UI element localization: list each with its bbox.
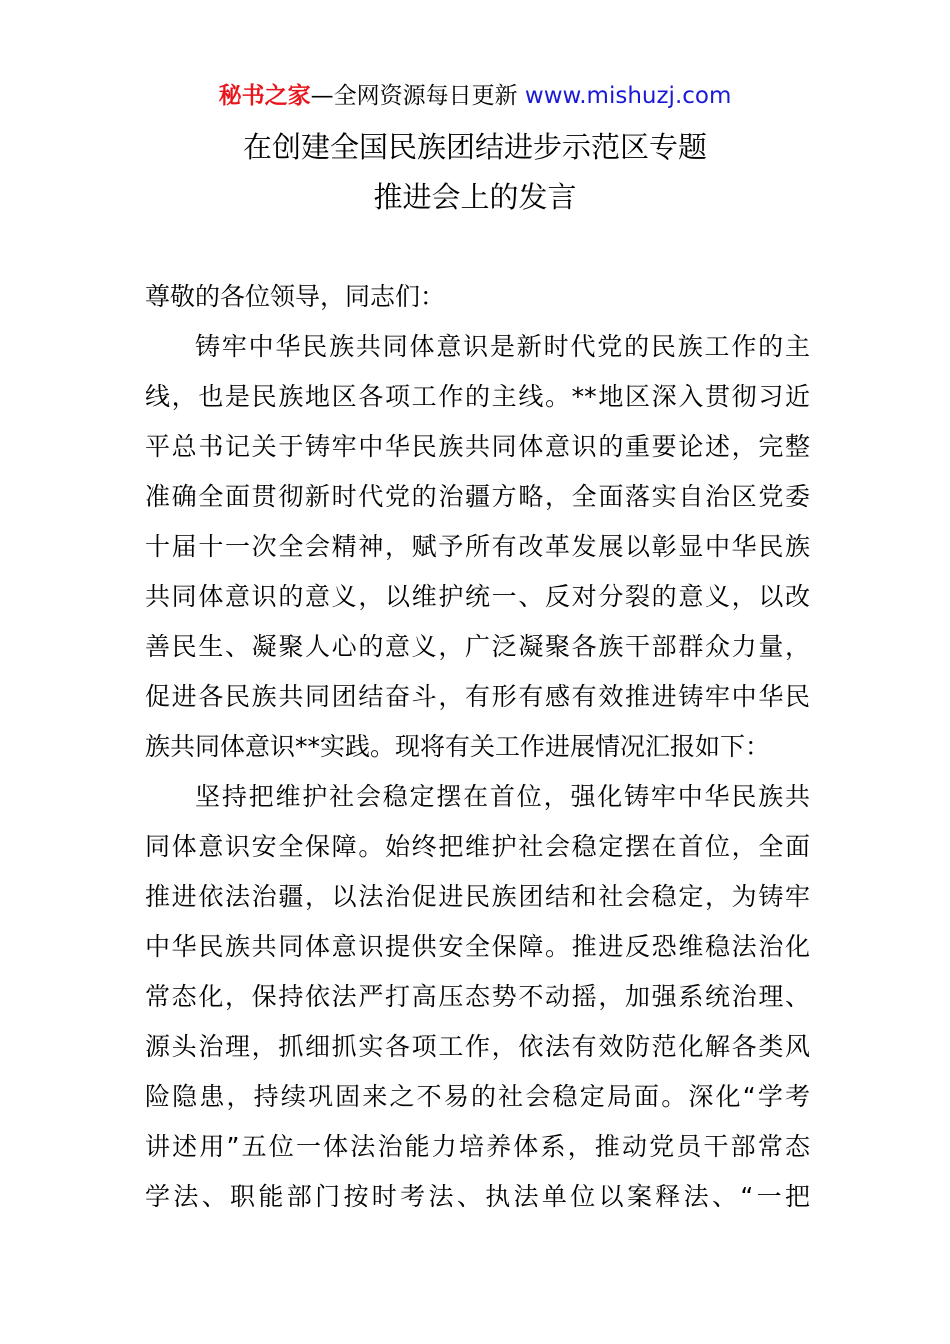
brand-name: 秘书之家 (218, 83, 311, 109)
paragraph-line: 准确全面贯彻新时代党的治疆方略，全面落实自治区党委 (145, 482, 810, 511)
paragraph-line: 族共同体意识**实践。现将有关工作进展情况汇报如下： (145, 732, 771, 761)
paragraph-line: 源头治理，抓细抓实各项工作，依法有效防范化解各类风 (145, 1032, 810, 1061)
paragraph-line: 险隐患，持续巩固来之不易的社会稳定局面。深化“学考 (145, 1082, 810, 1111)
document-title-line-2: 推进会上的发言 (373, 180, 577, 214)
paragraph-line: 推进依法治疆，以法治促进民族团结和社会稳定，为铸牢 (145, 882, 810, 911)
header-tagline: —全网资源每日更新 (310, 83, 525, 109)
paragraph-1 (145, 322, 810, 772)
paragraph-line: 学法、职能部门按时考法、执法单位以案释法、“一把 (145, 1182, 810, 1211)
paragraph-line: 善民生、凝聚人心的意义，广泛凝聚各族干部群众力量， (145, 632, 810, 661)
paragraph-line: 共同体意识的意义，以维护统一、反对分裂的意义，以改 (145, 582, 810, 611)
document-title-line-1: 在创建全国民族团结进步示范区专题 (242, 130, 707, 164)
paragraph-line: 讲述用”五位一体法治能力培养体系，推动党员干部常态 (145, 1132, 810, 1161)
paragraph-line: 平总书记关于铸牢中华民族共同体意识的重要论述，完整 (145, 432, 810, 461)
paragraph-line: 促进各民族共同团结奋斗，有形有感有效推进铸牢中华民 (145, 682, 810, 711)
paragraph-line: 常态化，保持依法严打高压态势不动摇，加强系统治理、 (145, 982, 810, 1011)
paragraph-line: 铸牢中华民族共同体意识是新时代党的民族工作的主 (195, 332, 810, 361)
paragraph-line: 线，也是民族地区各项工作的主线。**地区深入贯彻习近 (145, 382, 810, 411)
paragraph-2 (145, 772, 810, 1222)
site-header (0, 80, 950, 112)
site-url[interactable]: www.mishuzj.com (524, 83, 732, 109)
paragraph-line: 中华民族共同体意识提供安全保障。推进反恐维稳法治化 (145, 932, 810, 961)
paragraph-line: 十届十一次全会精神，赋予所有改革发展以彰显中华民族 (145, 532, 810, 561)
salutation: 尊敬的各位领导，同志们： (145, 282, 446, 311)
paragraph-line: 同体意识安全保障。始终把维护社会稳定摆在首位，全面 (145, 832, 810, 861)
paragraph-line: 坚持把维护社会稳定摆在首位，强化铸牢中华民族共 (195, 782, 810, 811)
